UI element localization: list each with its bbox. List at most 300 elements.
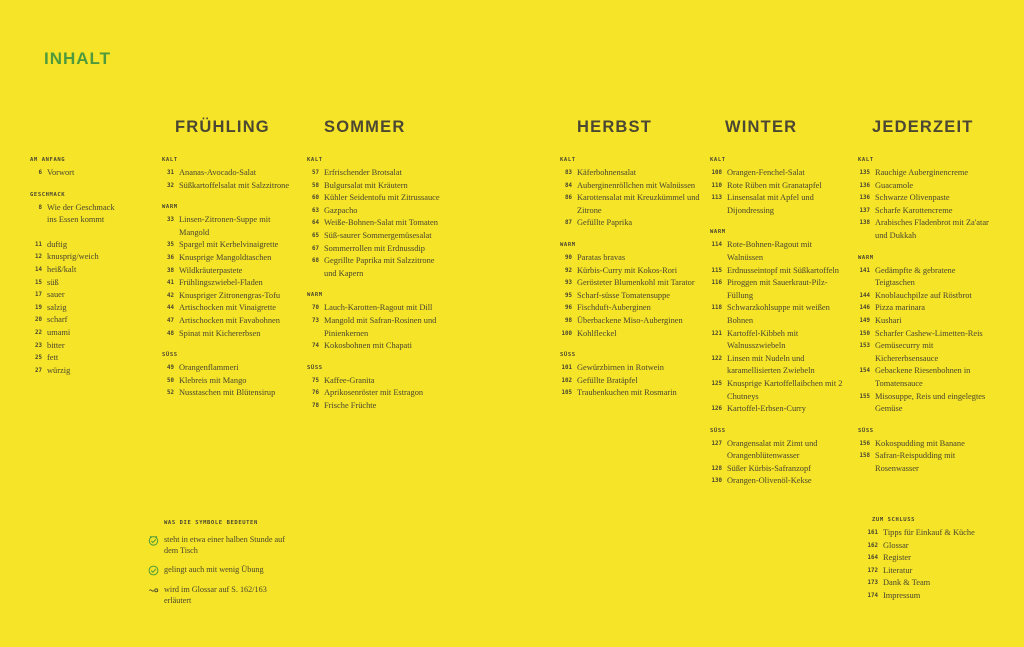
toc-entry[interactable] (852, 265, 994, 290)
toc-entry[interactable] (305, 180, 445, 193)
toc-entry[interactable] (704, 167, 844, 180)
entry-title: Orangensalat mit Zimt und Orangenblütenwasser (727, 438, 818, 461)
entry-title: Scharfer Cashew-Limetten-Reis (875, 328, 983, 338)
toc-entry[interactable] (28, 314, 120, 327)
entry-title: Arabisches Fladenbrot mit Za'atar und Dukkah (875, 218, 989, 240)
symbol-legend (148, 520, 288, 614)
toc-entry[interactable] (305, 243, 445, 256)
toc-entry[interactable] (558, 180, 703, 193)
page-number: 68 (312, 258, 319, 265)
toc-entry[interactable] (156, 387, 294, 400)
toc-entry[interactable] (305, 217, 445, 230)
toc-entry[interactable] (156, 265, 294, 278)
entry-title: Register (883, 553, 911, 563)
toc-entry[interactable] (558, 167, 703, 180)
toc-entry[interactable] (852, 365, 994, 390)
page-number: 115 (711, 267, 722, 274)
page-number: 110 (711, 182, 722, 189)
clock-check-icon (148, 535, 159, 546)
toc-entry[interactable] (852, 302, 994, 315)
toc-entry[interactable] (156, 167, 294, 180)
page-number: 41 (167, 280, 174, 287)
section-heading: SÜSS (560, 352, 576, 359)
toc-entry[interactable] (852, 217, 994, 242)
page-number: 23 (35, 342, 42, 349)
entry-title: Rote-Bohnen-Ragout mit Walnüssen (727, 240, 812, 262)
entry-title: Tipps für Einkauf & Küche (883, 528, 975, 537)
entry-title: Weiße-Bohnen-Salat mit Tomaten (324, 218, 438, 228)
page-number: 172 (867, 567, 878, 574)
page-number: 158 (859, 453, 870, 460)
entry-title: Glossar (883, 540, 909, 550)
entry-title: Frühlingszwiebel-Fladen (179, 278, 263, 288)
page-number: 76 (312, 390, 319, 397)
page-number: 149 (859, 317, 870, 324)
page-number: 98 (565, 317, 572, 324)
page-number: 100 (561, 330, 572, 337)
entry-title: Artischocken mit Favabohnen (179, 315, 280, 325)
page-number: 105 (561, 390, 572, 397)
toc-entry[interactable] (28, 264, 120, 277)
entry-title: Erdnusseintopf mit Süßkartoffeln (727, 265, 839, 275)
zum-schluss-list (860, 527, 1010, 603)
toc-entry[interactable] (305, 167, 445, 180)
page-number: 122 (711, 355, 722, 362)
toc-section (704, 157, 844, 217)
toc-entry[interactable] (704, 302, 844, 327)
page-number: 74 (312, 343, 319, 350)
page-number: 121 (711, 330, 722, 337)
page-number: 48 (167, 330, 174, 337)
entry-title: Mangold mit Safran-Rosinen und Pinienkernen (324, 315, 437, 338)
toc-entry[interactable] (558, 265, 703, 278)
zum-schluss-heading: ZUM SCHLUSS (872, 517, 916, 523)
legend-item-quick (148, 534, 288, 556)
toc-section (852, 428, 994, 476)
page-number: 12 (35, 254, 42, 261)
section-heading: AM ANFANG (30, 157, 66, 163)
page-number: 20 (35, 317, 42, 324)
toc-entry[interactable] (558, 362, 703, 375)
toc-entry[interactable] (305, 302, 445, 315)
toc-section (156, 157, 294, 192)
entry-title: Schwarzkohlsuppe mit weißen Bohnen (727, 303, 830, 325)
entry-title: Dank & Team (883, 578, 931, 588)
zum-schluss-section (860, 517, 1010, 603)
page-number: 113 (711, 195, 722, 202)
page-number: 87 (565, 220, 572, 227)
page-number: 58 (312, 182, 319, 189)
page-number: 63 (312, 207, 319, 214)
entry-title: Rote Rüben mit Granatapfel (727, 180, 822, 190)
season-title: HERBST (577, 118, 653, 136)
page-number: 14 (35, 266, 42, 273)
page-title: INHALT (44, 49, 112, 68)
toc-entry[interactable] (156, 239, 294, 252)
legend-text-glossary: wird im Glossar auf S. 162/163 erläutert (164, 585, 267, 605)
entry-title: Gebackene Riesenbohnen in Tomatensauce (875, 366, 971, 388)
entry-title: Käferbohnensalat (577, 168, 637, 177)
section-heading: SÜSS (858, 427, 874, 434)
page-number: 31 (167, 170, 174, 176)
entry-title: Linsen-Zitronen-Suppe mit Mangold (179, 215, 271, 237)
entry-title: Traubenkuchen mit Rosmarin (577, 388, 677, 398)
entry-title: Vorwort (47, 168, 75, 177)
page-number: 141 (859, 267, 870, 274)
entry-title: Safran-Reispudding mit Rosenwasser (875, 451, 956, 473)
toc-entry[interactable] (558, 217, 703, 230)
toc-entry[interactable] (305, 387, 445, 400)
entry-title: Klebreis mit Mango (179, 375, 247, 385)
entry-title: Linsensalat mit Apfel und Dijondressing (727, 193, 814, 215)
page-number: 25 (35, 355, 42, 362)
toc-column (305, 117, 445, 410)
page-number: 95 (565, 292, 572, 299)
toc-entry[interactable] (704, 438, 844, 463)
page-number: 173 (867, 580, 878, 587)
toc-section (28, 192, 120, 227)
season-title: WINTER (725, 118, 798, 136)
page-number: 38 (167, 267, 174, 274)
entry-title: Guacamole (875, 180, 914, 190)
toc-entry[interactable] (704, 265, 844, 278)
toc-entry[interactable] (28, 327, 120, 340)
toc-entry[interactable] (558, 302, 703, 315)
toc-entry[interactable] (305, 255, 445, 280)
toc-entry[interactable] (558, 277, 703, 290)
toc-entry[interactable] (28, 251, 120, 264)
toc-entry[interactable] (156, 328, 294, 341)
page-number: 57 (312, 170, 319, 176)
toc-entry[interactable] (558, 252, 703, 265)
page-number: 11 (35, 241, 42, 248)
section-heading: WARM (710, 229, 726, 236)
entry-title: duftig (47, 239, 68, 249)
entry-title: salzig (47, 302, 67, 312)
page-number: 150 (859, 330, 870, 337)
entry-title: Süßkartoffelsalat mit Salzzitrone (179, 180, 290, 190)
toc-section (156, 204, 294, 340)
page-number: 118 (711, 305, 722, 312)
toc-entry[interactable] (28, 365, 120, 378)
page-number: 19 (35, 304, 42, 311)
toc-entry[interactable] (28, 202, 120, 227)
toc-entry[interactable] (860, 540, 1010, 553)
page-number: 127 (711, 440, 722, 447)
toc-section (305, 157, 445, 280)
page-number: 144 (859, 292, 870, 299)
page-number: 153 (859, 343, 870, 350)
toc-entry[interactable] (305, 230, 445, 243)
toc-section (852, 157, 994, 243)
page-number: 65 (312, 232, 319, 239)
page-number: 156 (859, 440, 870, 447)
toc-entry[interactable] (28, 352, 120, 365)
page-number: 138 (859, 220, 870, 227)
page-number: 83 (565, 170, 572, 176)
entry-title: Knoblauchpilze auf Röstbrot (875, 290, 972, 300)
entry-title: Nusstaschen mit Blütensirup (179, 388, 276, 398)
entry-title: Spargel mit Kerbelvinaigrette (179, 240, 279, 250)
entry-title: Gerösteter Blumenkohl mit Tarator (577, 278, 695, 288)
toc-entry[interactable] (305, 192, 445, 205)
season-title: FRÜHLING (175, 118, 270, 136)
toc-column (704, 117, 844, 486)
toc-entry[interactable] (852, 180, 994, 193)
page-number: 75 (312, 377, 319, 384)
page-number: 155 (859, 393, 870, 400)
toc-section (558, 352, 703, 400)
toc-entry[interactable] (156, 315, 294, 328)
section-heading: WARM (162, 204, 178, 211)
page-number: 136 (859, 195, 870, 202)
section-heading: KALT (560, 157, 576, 163)
legend-item-easy (148, 564, 288, 576)
toc-entry[interactable] (558, 315, 703, 328)
entry-title: Orangenflammeri (179, 363, 239, 373)
section-heading: KALT (858, 157, 874, 163)
entry-title: Kühler Seidentofu mit Zitrussauce (324, 193, 440, 203)
toc-entry[interactable] (28, 289, 120, 302)
entry-title: Knusprige Kartoffellaibchen mit 2 Chutneys (727, 378, 843, 401)
entry-title: Literatur (883, 565, 913, 575)
toc-entry[interactable] (305, 400, 445, 413)
toc-entry[interactable] (704, 475, 844, 488)
toc-entry[interactable] (305, 375, 445, 388)
toc-section (28, 239, 120, 378)
page-number: 8 (38, 204, 42, 211)
section-heading: WARM (858, 254, 874, 261)
toc-column (558, 117, 703, 398)
toc-entry[interactable] (156, 180, 294, 193)
entry-title: Piroggen mit Sauerkraut-Pilz-Füllung (727, 278, 828, 300)
toc-entry[interactable] (558, 387, 703, 400)
page-number: 116 (711, 280, 722, 287)
entry-title: knusprig/weich (47, 252, 99, 262)
page-number: 6 (38, 170, 42, 176)
entry-title: Orangen-Fenchel-Salat (727, 168, 805, 177)
entry-title: Gewürzbirnen in Rotwein (577, 363, 664, 373)
toc-entry[interactable] (860, 590, 1010, 603)
page-number: 60 (312, 195, 319, 202)
toc-entry[interactable] (28, 167, 120, 180)
page-number: 136 (859, 182, 870, 189)
toc-section (852, 255, 994, 416)
season-title: SOMMER (324, 118, 406, 136)
entry-title: Süßer Kürbis-Safranzopf (727, 463, 811, 473)
toc-entry[interactable] (704, 353, 844, 378)
page-number: 161 (867, 530, 878, 536)
page-number: 44 (167, 305, 174, 312)
toc-entry[interactable] (852, 290, 994, 303)
toc-entry[interactable] (860, 565, 1010, 578)
toc-entry[interactable] (852, 328, 994, 341)
toc-entry[interactable] (852, 438, 994, 451)
toc-entry[interactable] (852, 391, 994, 416)
toc-entry[interactable] (704, 328, 844, 353)
entry-title: Scharfe Karottencreme (875, 205, 953, 215)
page-number: 162 (867, 542, 878, 549)
toc-entry[interactable] (156, 302, 294, 315)
toc-entry[interactable] (860, 577, 1010, 590)
toc-entry[interactable] (852, 450, 994, 475)
toc-section (558, 242, 703, 340)
toc-entry[interactable] (704, 239, 844, 264)
toc-entry[interactable] (860, 527, 1010, 540)
toc-section (558, 157, 703, 230)
toc-section (28, 157, 120, 180)
page-number: 164 (867, 555, 878, 562)
entry-title: scharf (47, 315, 68, 325)
toc-entry[interactable] (305, 205, 445, 218)
entry-title: Pizza marinara (875, 303, 925, 313)
toc-entry[interactable] (852, 340, 994, 365)
entry-title: Auberginenröllchen mit Walnüssen (577, 180, 696, 190)
page-number: 108 (711, 170, 722, 176)
page-number: 52 (167, 390, 174, 397)
entry-title: süß (47, 277, 59, 287)
toc-entry[interactable] (156, 214, 294, 239)
entry-title: Wie der Geschmack ins Essen kommt (47, 202, 115, 225)
page-number: 137 (859, 207, 870, 214)
toc-entry[interactable] (156, 290, 294, 303)
toc-entry[interactable] (704, 180, 844, 193)
toc-entry[interactable] (852, 315, 994, 328)
page-number: 102 (561, 377, 572, 384)
toc-entry[interactable] (704, 378, 844, 403)
toc-entry[interactable] (305, 340, 445, 353)
toc-entry[interactable] (558, 290, 703, 303)
entry-title: sauer (47, 290, 65, 300)
page-number: 86 (565, 195, 572, 202)
season-title: JEDERZEIT (872, 118, 974, 136)
section-heading: KALT (710, 157, 726, 163)
entry-title: umami (47, 327, 71, 337)
section-heading: KALT (307, 157, 323, 163)
page-number: 22 (35, 329, 42, 336)
page-number: 126 (711, 406, 722, 413)
entry-title: Fischduft-Auberginen (577, 303, 651, 313)
entry-title: Artischocken mit Vinaigrette (179, 303, 277, 313)
page-number: 67 (312, 245, 319, 252)
page-number: 78 (312, 402, 319, 409)
entry-title: Kartoffel-Kibbeh mit Walnusszwiebeln (727, 328, 799, 351)
page-number: 64 (312, 220, 319, 227)
legend-item-glossary (148, 584, 288, 606)
page-number: 84 (565, 182, 572, 189)
toc-entry[interactable] (852, 192, 994, 205)
page-number: 15 (35, 279, 42, 286)
entry-title: Kaffee-Granita (324, 375, 375, 385)
entry-title: Kushari (875, 315, 902, 325)
page-number: 154 (859, 368, 870, 375)
entry-title: Gedämpfte & gebratene Teigtaschen (875, 265, 956, 288)
entry-title: Gazpacho (324, 205, 358, 215)
toc-section (704, 229, 844, 415)
entry-title: Lauch-Karotten-Ragout mit Dill (324, 303, 433, 313)
entry-title: Schwarze Olivenpaste (875, 193, 950, 203)
toc-column (156, 117, 294, 398)
page-number: 49 (167, 365, 174, 372)
toc-entry[interactable] (704, 192, 844, 217)
toc-entry[interactable] (156, 252, 294, 265)
entry-title: Linsen mit Nudeln und karamellisierten Zwiebeln (727, 353, 815, 376)
entry-title: Impressum (883, 590, 921, 600)
toc-entry[interactable] (558, 375, 703, 388)
entry-title: Paratas bravas (577, 252, 626, 262)
toc-entry[interactable] (28, 277, 120, 290)
entry-title: Karottensalat mit Kreuzkümmel und Zitrone (577, 193, 700, 215)
entry-title: Orangen-Olivenöl-Kekse (727, 476, 812, 486)
entry-title: bitter (47, 340, 65, 350)
entry-title: fett (47, 353, 59, 363)
page-number: 47 (167, 317, 174, 324)
toc-entry[interactable] (558, 192, 703, 217)
page-number: 50 (167, 377, 174, 384)
entry-title: Kürbis-Curry mit Kokos-Rori (577, 265, 678, 275)
entry-title: Wildkräuterpastete (179, 265, 243, 275)
toc-entry[interactable] (558, 328, 703, 341)
page-number: 114 (711, 242, 722, 249)
page-number: 17 (35, 292, 42, 299)
page-number: 36 (167, 254, 174, 261)
section-heading: WARM (307, 292, 323, 299)
toc-entry[interactable] (28, 340, 120, 353)
toc-entry[interactable] (852, 205, 994, 218)
toc-entry[interactable] (156, 277, 294, 290)
page-number: 146 (859, 305, 870, 312)
page-number: 27 (35, 367, 42, 374)
toc-section (305, 292, 445, 352)
entry-title: Aprikosenröster mit Estragon (324, 388, 424, 398)
entry-title: heiß/kalt (47, 264, 77, 274)
entry-title: Rauchige Auberginencreme (875, 168, 969, 177)
toc-entry[interactable] (305, 315, 445, 340)
page-number: 42 (167, 292, 174, 299)
toc-entry[interactable] (860, 552, 1010, 565)
toc-entry[interactable] (704, 277, 844, 302)
check-circle-icon (148, 565, 159, 576)
entry-title: Bulgursalat mit Kräutern (324, 180, 408, 190)
toc-entry[interactable] (28, 302, 120, 315)
section-heading: KALT (162, 157, 178, 163)
entry-title: würzig (47, 365, 71, 375)
toc-entry[interactable] (704, 463, 844, 476)
page-number: 35 (167, 242, 174, 249)
toc-entry[interactable] (28, 239, 120, 252)
entry-title: Kokosbohnen mit Chapati (324, 341, 412, 351)
entry-title: Gefüllte Bratäpfel (577, 375, 638, 385)
entry-title: Süß-saurer Sommergemüsesalat (324, 230, 432, 240)
entry-title: Ananas-Avocado-Salat (179, 168, 257, 177)
legend-heading: WAS DIE SYMBOLE BEDEUTEN (164, 520, 258, 526)
entry-title: Kartoffel-Erbsen-Curry (727, 404, 806, 414)
toc-column (852, 117, 994, 473)
toc-entry[interactable] (156, 362, 294, 375)
entry-title: Knusprige Mangoldtaschen (179, 252, 272, 262)
entry-title: Gegrillte Paprika mit Salzzitrone und Kapern (324, 256, 435, 278)
page-number: 135 (859, 170, 870, 176)
toc-entry[interactable] (704, 403, 844, 416)
entry-title: Gemüsecurry mit Kichererbsensauce (875, 341, 939, 363)
toc-entry[interactable] (156, 375, 294, 388)
section-heading: WARM (560, 241, 576, 248)
toc-section (704, 428, 844, 488)
entry-title: Erfrischender Brotsalat (324, 168, 402, 177)
toc-entry[interactable] (852, 167, 994, 180)
entry-title: Sommerrollen mit Erdnussdip (324, 243, 425, 253)
page-number: 174 (867, 592, 878, 599)
